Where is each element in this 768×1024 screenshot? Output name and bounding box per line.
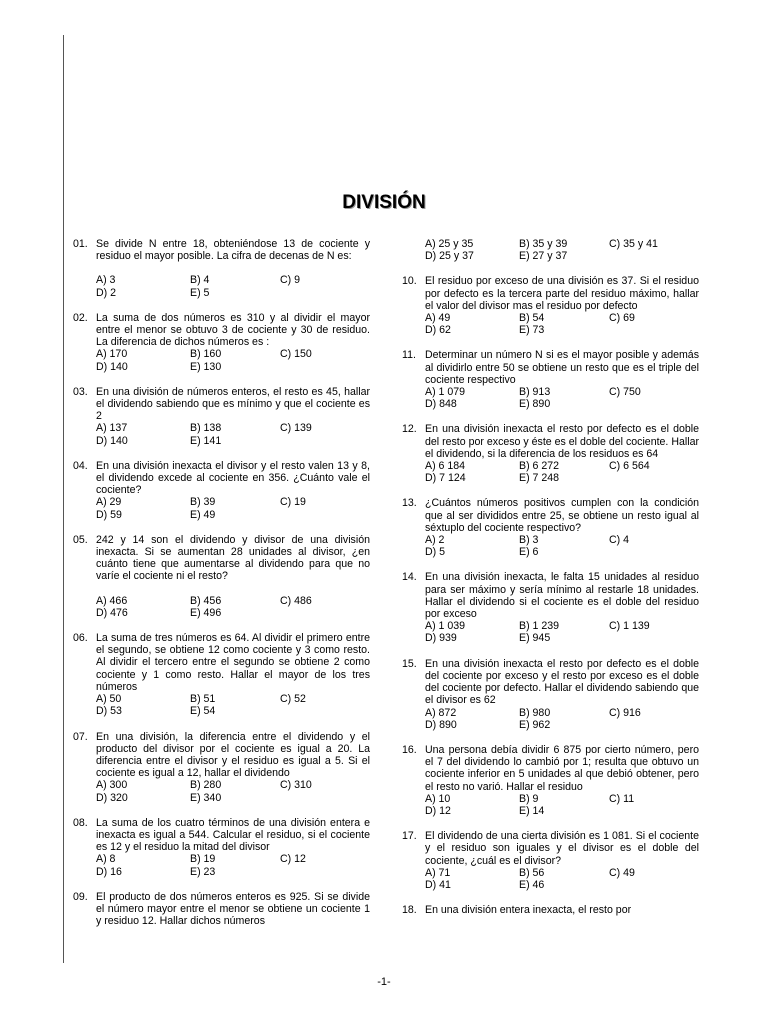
options-grid (425, 793, 699, 817)
question-item (73, 817, 370, 878)
question-item (402, 744, 699, 817)
answer-option: C) 69 (609, 312, 635, 325)
answer-option: D) 140 (96, 360, 128, 373)
options-grid (96, 693, 370, 717)
options-grid (425, 238, 699, 262)
question-item (402, 423, 699, 484)
question-text: Una persona debía dividir 6 875 por cierto número, pero el 7 del dividendo lo cambió por 1; resulta que obtuvo un cociente inferior en 5 unidades al que debió obtener, pero el resto no varió. Hallar el residuo (425, 743, 699, 793)
answer-option: D) 939 (425, 632, 457, 645)
question-body (425, 658, 699, 731)
question-body (96, 891, 370, 928)
question-number: 18. (402, 904, 417, 917)
question-body (96, 817, 370, 878)
question-text: El dividendo de una cierta división es 1 081. Si el cociente y el residuo son iguales y el divisor es el doble del cociente, ¿cuál es el divisor? (425, 830, 699, 867)
question-text: En una división inexacta el resto por defecto es el doble del cociente por exceso y el resto por exceso es el doble del cociente por defecto. Hallar el dividendo sabiendo que el divisor es 62 (425, 657, 699, 707)
answer-option: A) 25 y 35 (425, 238, 474, 250)
question-body (425, 497, 699, 558)
answer-option: A) 8 (96, 853, 116, 866)
answer-option: C) 486 (280, 594, 312, 607)
answer-option: D) 59 (96, 508, 122, 521)
question-text: El producto de dos números enteros es 925. Si se divide el número mayor entre el menor se obtiene un cociente 1 y residuo 12. Hallar dichos números (96, 890, 370, 928)
answer-option: B) 19 (190, 853, 216, 866)
question-text: La suma de tres números es 64. Al dividir el primero entre el segundo, se obtiene 12 como cociente y 3 como resto. Al dividir el tercero entre el segundo se obtiene 2 como cociente y 1 como resto. Hallar el mayor de los tres números (96, 632, 370, 693)
answer-option: A) 10 (425, 792, 451, 805)
answer-option: E) 46 (519, 878, 545, 891)
question-text: 242 y 14 son el dividendo y divisor de una división inexacta. Si se aumentan 28 unidades al divisor, ¿en cuánto tiene que aumentarse al dividendo para que no varíe el cociente ni el resto? (96, 533, 370, 583)
question-item (402, 571, 699, 644)
options-grid (96, 779, 370, 803)
answer-option: A) 300 (96, 779, 128, 792)
answer-option: C) 9 (280, 274, 301, 287)
answer-option: B) 9 (519, 792, 539, 805)
answer-option: C) 35 y 41 (609, 238, 658, 250)
question-item (73, 731, 370, 804)
question-text: La suma de dos números es 310 y al dividir el mayor entre el menor se obtuvo 3 de cociente y 30 de residuo. La diferencia de dichos números es : (96, 311, 370, 349)
answer-option: B) 39 (190, 496, 216, 509)
question-body (96, 731, 370, 804)
question-number: 05. (73, 533, 88, 546)
answer-option: D) 890 (425, 718, 457, 731)
answer-option: D) 5 (425, 546, 446, 559)
answer-option: E) 130 (190, 360, 222, 373)
options-grid (425, 867, 699, 891)
question-item (73, 386, 370, 447)
question-number: 09. (73, 890, 88, 903)
answer-option: B) 3 (519, 534, 539, 547)
question-number: 16. (402, 743, 417, 756)
answer-option: A) 3 (96, 274, 116, 287)
answer-option: A) 466 (96, 594, 128, 607)
answer-option: E) 962 (519, 718, 551, 731)
options-grid (96, 595, 370, 619)
answer-option: B) 51 (190, 693, 216, 706)
answer-option: C) 916 (609, 706, 641, 719)
options-grid (425, 707, 699, 731)
answer-option: C) 49 (609, 866, 635, 879)
page-number: -1- (377, 976, 391, 988)
question-body (425, 423, 699, 484)
question-number: 07. (73, 730, 88, 743)
question-body (96, 460, 370, 521)
answer-option: D) 12 (425, 804, 451, 817)
answer-option: E) 5 (190, 286, 210, 299)
question-number: 01. (73, 238, 88, 250)
answer-option: B) 280 (190, 779, 222, 792)
question-item (402, 349, 699, 410)
answer-option: B) 456 (190, 594, 222, 607)
question-number: 17. (402, 830, 417, 843)
answer-option: E) 6 (519, 546, 539, 559)
answer-option: D) 140 (96, 434, 128, 447)
document-title: DIVISIÓN (342, 192, 426, 213)
options-grid (96, 274, 370, 298)
question-item (73, 312, 370, 373)
question-body (96, 238, 370, 299)
question-number: 11. (402, 349, 416, 362)
answer-option: B) 6 272 (519, 460, 560, 473)
options-grid (425, 312, 699, 336)
question-number: 02. (73, 311, 88, 324)
answer-option: C) 750 (609, 386, 641, 399)
question-body (96, 386, 370, 447)
answer-option: A) 50 (96, 693, 122, 706)
answer-option: C) 19 (280, 496, 306, 509)
options-grid (425, 460, 699, 484)
question-text: En una división inexacta el divisor y el resto valen 13 y 8, el dividendo excede al cociente en 356. ¿Cuánto vale el cociente? (96, 459, 370, 497)
options-grid (96, 422, 370, 446)
answer-option: C) 310 (280, 779, 312, 792)
answer-option: C) 1 139 (609, 620, 650, 633)
answer-option: A) 29 (96, 496, 122, 509)
question-number: 14. (402, 571, 417, 584)
question-number: 06. (73, 632, 88, 645)
question-item (73, 238, 370, 299)
question-text: En una división de números enteros, el resto es 45, hallar el dividendo sabiendo que es mínimo y que el cociente es 2 (96, 385, 370, 423)
question-body (425, 744, 699, 817)
answer-option: C) 139 (280, 422, 312, 435)
answer-option: E) 340 (190, 791, 222, 804)
answer-option: E) 141 (190, 434, 222, 447)
answer-option: E) 945 (519, 632, 551, 645)
answer-option: B) 160 (190, 348, 222, 361)
question-body (425, 904, 699, 916)
question-body (425, 349, 699, 410)
answer-option: D) 62 (425, 324, 451, 337)
answer-option: A) 137 (96, 422, 128, 435)
answer-option: A) 71 (425, 866, 451, 879)
question-number: 08. (73, 816, 88, 829)
options-grid (96, 348, 370, 372)
answer-option: D) 476 (96, 606, 128, 619)
answer-option: C) 12 (280, 853, 306, 866)
answer-option: A) 1 039 (425, 620, 466, 633)
answer-option: D) 16 (96, 865, 122, 878)
answer-option: D) 848 (425, 398, 457, 411)
answer-option: E) 49 (190, 508, 216, 521)
left-margin-rule (63, 35, 64, 963)
question-number: 03. (73, 385, 88, 398)
answer-option: B) 1 239 (519, 620, 560, 633)
answer-option: C) 150 (280, 348, 312, 361)
answer-option: A) 49 (425, 312, 451, 325)
answer-option: C) 52 (280, 693, 306, 706)
question-number: 12. (402, 423, 417, 436)
question-body (96, 312, 370, 373)
answer-option: B) 35 y 39 (519, 238, 568, 250)
answer-option: B) 980 (519, 706, 551, 719)
question-text: En una división inexacta el resto por defecto es el doble del resto por exceso y éste es el doble del cociente. Hallar el dividendo, si la diferencia de los residuos es 64 (425, 423, 699, 460)
question-text: La suma de los cuatro términos de una división entera e inexacta es igual a 544. Calcular el residuo, si el cociente es 12 y el residuo la mitad del divisor (96, 816, 370, 854)
right-column (402, 238, 699, 929)
answer-option: E) 54 (190, 705, 216, 718)
answer-option: E) 23 (190, 865, 216, 878)
answer-option: D) 2 (96, 286, 117, 299)
question-item (73, 534, 370, 619)
options-grid (96, 853, 370, 877)
answer-option: E) 496 (190, 606, 222, 619)
question-number: 13. (402, 497, 417, 510)
question-text: El residuo por exceso de una división es 37. Si el residuo por defecto es la tercera parte del residuo máximo, hallar el valor del divisor mas el residuo por defecto (425, 275, 699, 312)
answer-option: C) 11 (609, 792, 635, 805)
question-text: ¿Cuántos números positivos cumplen con la condición que al ser divididos entre 25, se obtiene un resto igual al séxtuplo del cociente respectivo? (425, 497, 699, 534)
answer-option: C) 6 564 (609, 460, 650, 473)
answer-option: E) 73 (519, 324, 545, 337)
question-item (402, 658, 699, 731)
question-text: En una división entera inexacta, el resto por (425, 904, 632, 917)
answer-option: B) 913 (519, 386, 551, 399)
question-body (425, 571, 699, 644)
question-text: En una división, la diferencia entre el dividendo y el producto del divisor por el cociente es igual a 20. La diferencia entre el divisor y el residuo es igual a 5. Si el cociente es igual a 12, hallar el dividendo (96, 730, 370, 780)
answer-option: A) 1 079 (425, 386, 466, 399)
options-grid (96, 496, 370, 520)
answer-option: E) 7 248 (519, 472, 560, 485)
answer-option: D) 320 (96, 791, 128, 804)
answer-option: D) 25 y 37 (425, 250, 474, 263)
answer-option: D) 53 (96, 705, 122, 718)
question-number: 04. (73, 459, 88, 472)
answer-option: B) 4 (190, 274, 210, 287)
answer-option: D) 7 124 (425, 472, 466, 485)
answer-option: A) 6 184 (425, 460, 466, 473)
question-text: Se divide N entre 18, obteniéndose 13 de cociente y residuo el mayor posible. La cifra de decenas de N es: (96, 238, 370, 263)
question-text: Determinar un número N si es el mayor posible y además al dividirlo entre 50 se obtiene un resto que es el triple del cociente respectivo (425, 349, 699, 386)
question-body (425, 830, 699, 891)
answer-option: C) 4 (609, 534, 630, 547)
options-grid (425, 534, 699, 558)
question-09-options (425, 238, 699, 262)
answer-option: A) 170 (96, 348, 128, 361)
options-grid (425, 386, 699, 410)
options-grid (425, 620, 699, 644)
answer-option: E) 14 (519, 804, 545, 817)
question-item (402, 275, 699, 336)
answer-option: B) 138 (190, 422, 222, 435)
question-body (96, 632, 370, 717)
answer-option: B) 54 (519, 312, 545, 325)
answer-option: E) 27 y 37 (519, 250, 568, 263)
question-item (402, 497, 699, 558)
question-item (73, 632, 370, 717)
answer-option: B) 56 (519, 866, 545, 879)
answer-option: D) 41 (425, 878, 451, 891)
question-item (402, 904, 699, 916)
question-body (425, 275, 699, 336)
spacer (96, 583, 370, 595)
answer-option: E) 890 (519, 398, 551, 411)
question-item (402, 830, 699, 891)
spacer (96, 262, 370, 274)
question-body (96, 534, 370, 619)
left-column (73, 238, 370, 940)
question-item (73, 891, 370, 928)
question-item (73, 460, 370, 521)
question-number: 15. (402, 657, 417, 670)
question-number: 10. (402, 275, 417, 288)
answer-option: A) 2 (425, 534, 445, 547)
answer-option: A) 872 (425, 706, 457, 719)
question-text: En una división inexacta, le falta 15 unidades al residuo para ser máximo y sería mínimo al restarle 18 unidades. Hallar el dividendo si el cociente es el doble del residuo por exceso (425, 571, 699, 621)
